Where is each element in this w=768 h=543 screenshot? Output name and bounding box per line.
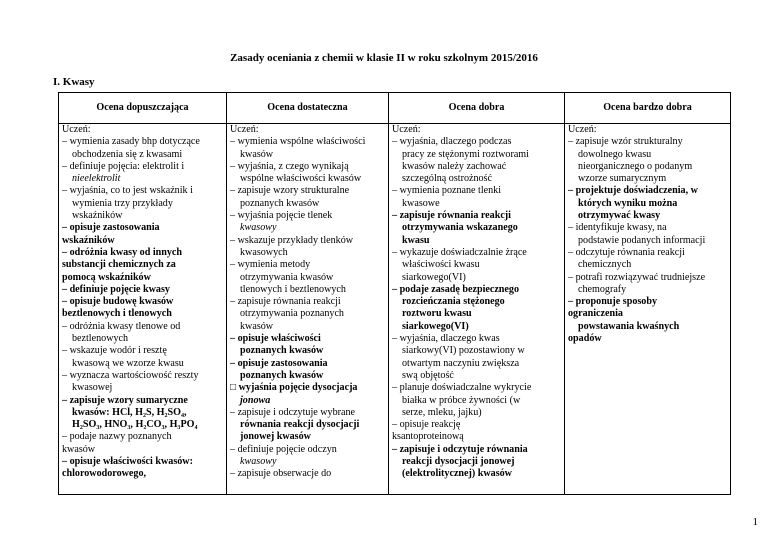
list-item: jonowa	[240, 394, 271, 406]
list-item: dowolnego kwasu	[578, 148, 652, 160]
list-item: – definiuje pojęcie odczyn	[230, 443, 337, 455]
list-item: rozcieńczania stężonego	[402, 296, 505, 308]
list-item: poznanych kwasów	[240, 197, 320, 209]
list-item: – wskazuje wodór i resztę	[62, 345, 167, 357]
list-item: Uczeń:	[568, 124, 597, 135]
list-item: beztlenowych i tlenowych	[62, 308, 172, 320]
list-item: – wymienia metody	[230, 259, 311, 271]
list-item: wskaźników	[62, 234, 115, 246]
list-item: – zapisuje wzór strukturalny	[568, 136, 683, 148]
header-grade-satisfactory: Ocena dostateczna	[227, 93, 389, 124]
list-item: reakcji dysocjacji jonowej	[402, 456, 515, 468]
list-item: ksantoproteinową	[392, 431, 464, 443]
list-item: wskaźników	[72, 210, 123, 222]
column-grade-satisfactory	[227, 124, 389, 495]
list-item: – zapisuje wzory strukturalne	[230, 185, 350, 197]
list-item: obchodzenia się z kwasami	[72, 148, 183, 160]
list-item: siarkowego(VI)	[402, 271, 466, 283]
section-heading: I. Kwasy	[53, 76, 95, 88]
list-item: kwasów: HCl, H₂S, H₂SO₄,	[72, 406, 187, 418]
list-item: kwasowy	[240, 222, 277, 234]
list-item: – zapisuje równania reakcji	[392, 210, 511, 222]
list-item: – zapisuje i odczytuje równania	[392, 443, 528, 455]
table-row	[59, 124, 731, 495]
list-item: – zapisuje wzory sumaryczne	[62, 394, 188, 406]
list-item: beztlenowych	[72, 333, 129, 345]
document-title: Zasady oceniania z chemii w klasie II w roku szkolnym 2015/2016	[230, 52, 538, 64]
list-item: nieorganicznego o podanym	[578, 160, 693, 172]
list-item: otrzymywania wskazanego	[402, 222, 518, 234]
header-grade-very-good: Ocena bardzo dobra	[565, 93, 731, 124]
list-item: – proponuje sposoby	[568, 296, 658, 308]
header-grade-sufficient: Ocena dopuszczająca	[59, 93, 227, 124]
list-item: podstawie podanych informacji	[578, 234, 706, 246]
list-item: – definiuje pojęcie kwasy	[62, 283, 170, 295]
list-item: kwasów	[62, 443, 96, 455]
list-item: kwasów należy zachować	[402, 160, 507, 172]
list-item: Uczeń:	[62, 124, 91, 135]
list-item: – opisuje właściwości kwasów:	[62, 456, 193, 468]
list-item: kwasów	[240, 148, 274, 160]
list-item: kwasów	[240, 320, 274, 332]
header-grade-good: Ocena dobra	[389, 93, 565, 124]
list-item: – opisuje właściwości	[230, 333, 321, 345]
list-item: których wyniku można	[578, 197, 678, 209]
list-item: kwasową we wzorze kwasu	[72, 357, 184, 369]
list-item: – wyjaśnia, dlaczego podczas	[392, 136, 512, 148]
list-item: Uczeń:	[230, 124, 259, 135]
list-item: – odróżnia kwasy od innych	[62, 246, 183, 258]
list-item: kwasowy	[240, 456, 277, 468]
list-item: kwasowych	[240, 246, 288, 258]
list-item: otwartym naczyniu zwiększa	[402, 357, 520, 369]
list-item: poznanych kwasów	[240, 369, 324, 381]
table-header-row	[59, 93, 731, 124]
list-item: otrzymywania kwasów	[240, 271, 334, 283]
list-item: roztworu kwasu	[402, 308, 472, 320]
list-item: – wyjaśnia, dlaczego kwas	[392, 333, 500, 345]
grading-table	[58, 92, 731, 495]
list-item: serze, mleku, jajku)	[402, 406, 482, 418]
list-item: opadów	[568, 333, 602, 345]
list-item: kwasowej	[72, 382, 113, 394]
list-item: wymienia trzy przykłady	[72, 197, 173, 209]
list-item: (elektrolitycznej) kwasów	[402, 468, 512, 480]
list-item: – opisuje zastosowania	[62, 222, 160, 234]
list-item: chemicznych	[578, 259, 632, 271]
list-item: – opisuje zastosowania	[230, 357, 328, 369]
list-item: – definiuje pojęcia: elektrolit i	[62, 160, 185, 172]
list-item: – identyfikuje kwasy, na	[568, 222, 667, 234]
list-item: jonowej kwasów	[240, 431, 311, 443]
list-item: – wyznacza wartościowość reszty	[62, 369, 199, 381]
column-grade-good	[389, 124, 565, 495]
list-item: – wskazuje przykłady tlenków	[230, 234, 354, 246]
list-item: – wymienia poznane tlenki	[392, 185, 502, 197]
column-grade-very-good	[565, 124, 731, 495]
list-item: kwasu	[402, 234, 430, 246]
column-grade-sufficient	[59, 124, 227, 495]
list-item: substancji chemicznych za	[62, 259, 176, 271]
list-item: pomocą wskaźników	[62, 271, 151, 283]
list-item: – potrafi rozwiązywać trudniejsze	[568, 271, 706, 283]
list-item: równania reakcji dysocjacji	[240, 419, 360, 431]
list-item: – podaje nazwy poznanych	[62, 431, 172, 443]
list-item: swą objętość	[402, 369, 454, 381]
list-item: – planuje doświadczalne wykrycie	[392, 382, 532, 394]
list-item: – wymienia wspólne właściwości	[230, 136, 366, 148]
list-item: powstawania kwaśnych	[578, 320, 680, 332]
list-item: otrzymywać kwasy	[578, 210, 661, 222]
list-item: kwasowe	[402, 197, 440, 209]
list-item: □ wyjaśnia pojęcie dysocjacja	[230, 382, 358, 394]
list-item: – opisuje budowę kwasów	[62, 296, 174, 308]
list-item: – wyjaśnia, z czego wynikają	[230, 160, 349, 172]
list-item: wspólne właściwości kwasów	[240, 173, 362, 185]
list-item: Uczeń:	[392, 124, 421, 135]
list-item: wzorze sumarycznym	[578, 173, 667, 185]
list-item: właściwości kwasu	[402, 259, 480, 271]
list-item: – odczytuje równania reakcji	[568, 246, 685, 258]
list-item: pracy ze stężonymi roztworami	[402, 148, 529, 160]
list-item: H₂SO₃, HNO₃, H₂CO₃, H₃PO₄	[72, 419, 198, 431]
list-item: – podaje zasadę bezpiecznego	[392, 283, 519, 295]
list-item: – zapisuje obserwacje do	[230, 468, 332, 480]
list-item: szczególną ostrożność	[402, 173, 492, 185]
list-item: – wyjaśnia, co to jest wskaźnik i	[62, 185, 193, 197]
list-item: – opisuje reakcję	[392, 419, 461, 431]
list-item: białka w próbce żywności (w	[402, 394, 521, 406]
list-item: siarkowy(VI) pozostawiony w	[402, 345, 525, 357]
list-item: poznanych kwasów	[240, 345, 324, 357]
list-item: chemografy	[578, 283, 627, 295]
list-item: tlenowych i beztlenowych	[240, 283, 346, 295]
list-item: – zapisuje równania reakcji	[230, 296, 341, 308]
list-item: – wymienia zasady bhp dotyczące	[62, 136, 200, 148]
list-item: – wykazuje doświadczalnie żrące	[392, 246, 527, 258]
list-item: – odróżnia kwasy tlenowe od	[62, 320, 181, 332]
list-item: – projektuje doświadczenia, w	[568, 185, 698, 197]
list-item: – zapisuje i odczytuje wybrane	[230, 406, 356, 418]
list-item: – wyjaśnia pojęcie tlenek	[230, 210, 333, 222]
page-number: 1	[752, 516, 758, 528]
list-item: nieelektrolit	[72, 173, 121, 185]
list-item: chlorowodorowego,	[62, 468, 147, 480]
list-item: ograniczenia	[568, 308, 623, 320]
list-item: otrzymywania poznanych	[240, 308, 344, 320]
list-item: siarkowego(VI)	[402, 320, 469, 332]
